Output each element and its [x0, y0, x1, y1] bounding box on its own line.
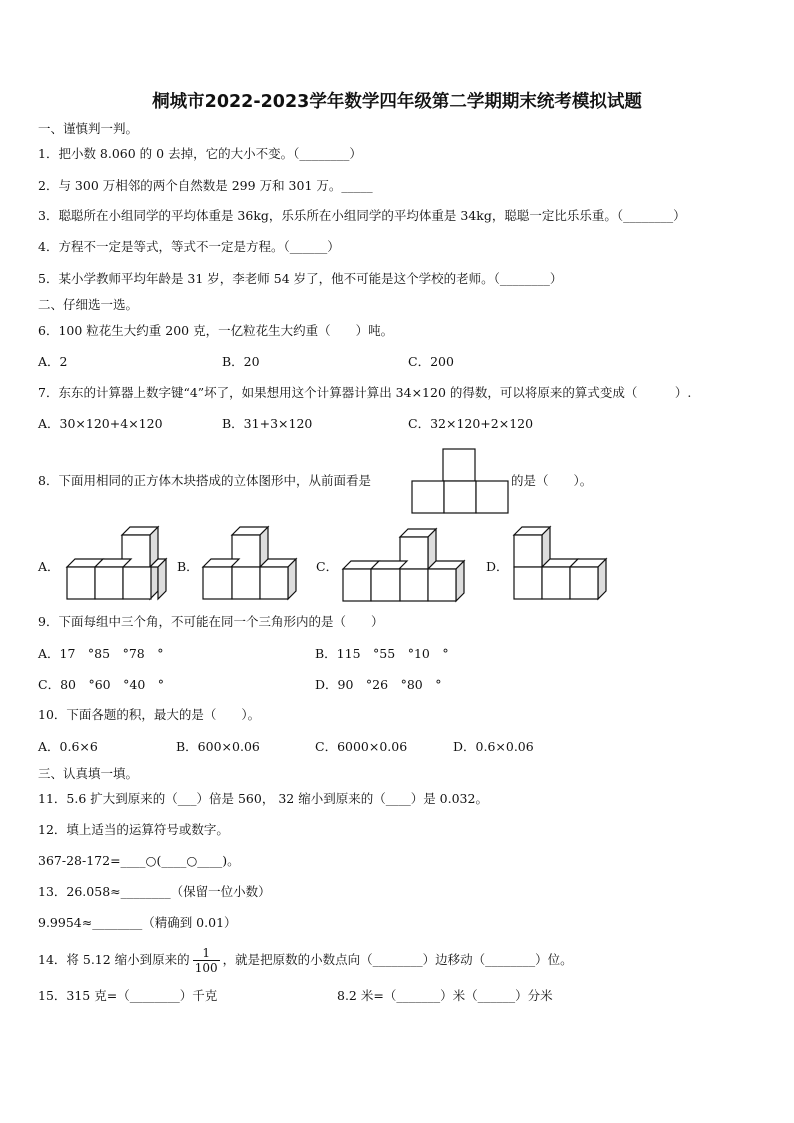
q9-option-b: B．115 °55 °10 °	[315, 646, 449, 661]
question-15-first: 15．315 克=（________）千克	[38, 988, 218, 1003]
fraction-numerator: 1	[193, 946, 220, 961]
question-6: 6．100 粒花生大约重 200 克，一亿粒花生大约重（ ）吨。	[38, 323, 394, 338]
q8-option-c-label: C．	[316, 559, 339, 574]
front-view-figure	[411, 448, 509, 514]
question-2: 2．与 300 万相邻的两个自然数是 299 万和 301 万。_____	[38, 178, 373, 193]
question-14	[38, 945, 573, 975]
q6-option-b: B．20	[222, 354, 260, 369]
q10-option-d: D．0.6×0.06	[453, 739, 534, 754]
question-5: 5．某小学教师平均年龄是 31 岁，李老师 54 岁了，他不可能是这个学校的老师。（________）	[38, 271, 563, 286]
q8-option-a-label: A．	[38, 559, 60, 574]
fraction-denominator: 100	[194, 961, 218, 975]
question-10: 10．下面各题的积，最大的是（ ）。	[38, 707, 261, 722]
question-8-prefix: 8．下面用相同的正方体木块搭成的立体图形中，从前面看是	[38, 473, 371, 488]
q7-option-b: B．31+3×120	[222, 416, 313, 431]
question-13: 13．26.058≈________（保留一位小数）	[38, 884, 271, 899]
question-8-suffix: 的是（ ）。	[511, 473, 593, 488]
q6-option-a: A．2	[38, 354, 68, 369]
q8-option-d-figure	[513, 525, 623, 603]
question-14-prefix: 14．将 5.12 缩小到原来的	[38, 952, 190, 967]
question-1: 1．把小数 8.060 的 0 去掉，它的大小不变。（________）	[38, 146, 362, 161]
section-heading-choose: 二、仔细选一选。	[38, 297, 139, 312]
q10-option-b: B．600×0.06	[176, 739, 260, 754]
question-14-suffix: ，就是把原数的小数点向（________）边移动（________）位。	[222, 952, 573, 967]
section-heading-judge: 一、谨慎判一判。	[38, 121, 139, 136]
q8-option-a-figure	[66, 525, 176, 603]
question-13-second: 9.9954≈________（精确到 0.01）	[38, 915, 237, 930]
q9-option-c: C．80 °60 °40 °	[38, 677, 165, 692]
page-title: 桐城市2022-2023学年数学四年级第二学期期末统考模拟试题	[152, 92, 642, 112]
q7-option-c: C．32×120+2×120	[408, 416, 534, 431]
q10-option-c: C．6000×0.06	[315, 739, 408, 754]
section-heading-fill: 三、认真填一填。	[38, 766, 139, 781]
q6-option-c: C．200	[408, 354, 454, 369]
q8-option-b-figure	[202, 525, 312, 603]
question-15-second: 8.2 米=（_______）米（______）分米	[337, 988, 553, 1003]
question-11: 11．5.6 扩大到原来的（___）倍是 560， 32 缩小到原来的（____）是 0.032。	[38, 791, 488, 806]
q9-option-d: D．90 °26 °80 °	[315, 677, 442, 692]
q7-option-a: A．30×120+4×120	[38, 416, 163, 431]
question-12-expression: 367-28-172=____○(____○____)。	[38, 853, 240, 868]
fraction-one-hundredth	[193, 946, 220, 975]
q8-option-c-figure	[342, 525, 472, 603]
question-7: 7．东东的计算器上数字键“4”坏了，如果想用这个计算器计算出 34×120 的得数，可以将原来的算式变成（ ）.	[38, 385, 692, 400]
q8-option-d-label: D．	[486, 559, 509, 574]
question-9: 9．下面每组中三个角，不可能在同一个三角形内的是（ ）	[38, 614, 384, 629]
q8-option-b-label: B．	[177, 559, 199, 574]
question-12: 12．填上适当的运算符号或数字。	[38, 822, 229, 837]
q9-option-a: A．17 °85 °78 °	[38, 646, 164, 661]
q10-option-a: A．0.6×6	[38, 739, 98, 754]
question-4: 4．方程不一定是等式，等式不一定是方程。（______）	[38, 239, 340, 254]
question-3: 3．聪聪所在小组同学的平均体重是 36kg，乐乐所在小组同学的平均体重是 34kg，聪聪一定比乐乐重。（________）	[38, 208, 686, 223]
